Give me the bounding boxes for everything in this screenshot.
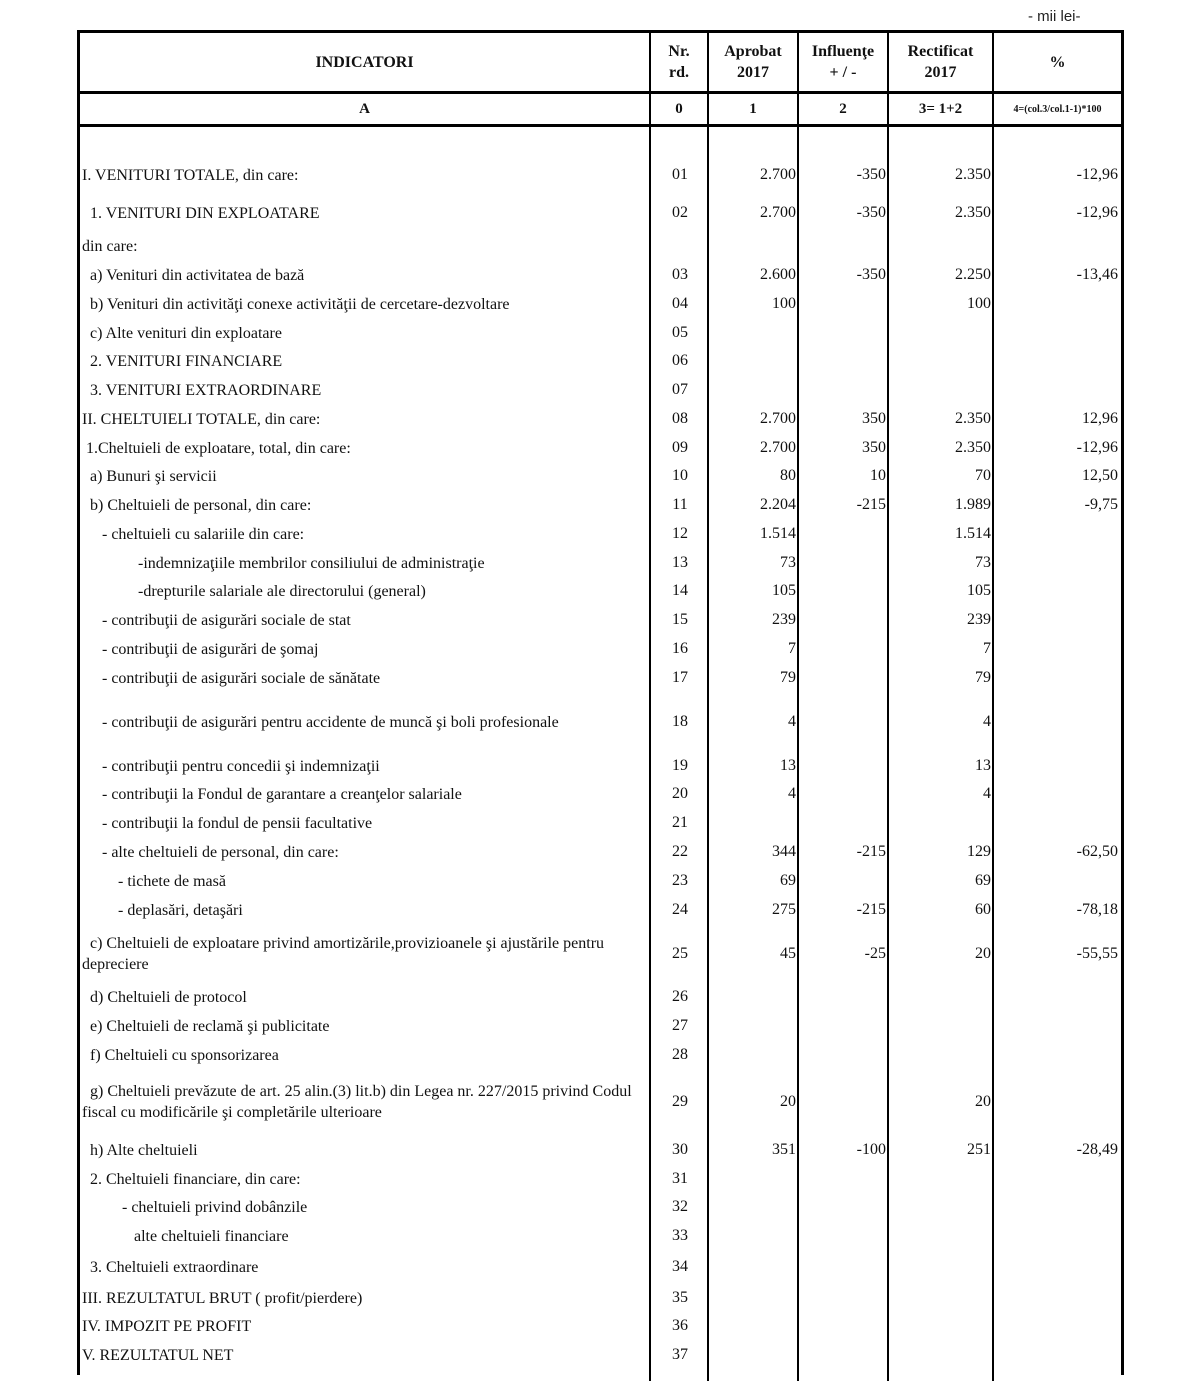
row-label: 3. VENITURI EXTRAORDINARE bbox=[82, 381, 322, 399]
table-row bbox=[80, 1044, 1121, 1066]
influente-value: -350 bbox=[856, 166, 886, 183]
table-row bbox=[80, 667, 1121, 689]
col-index-a: A bbox=[80, 94, 651, 124]
percent-value: 12,96 bbox=[1082, 410, 1118, 427]
percent-value: -78,18 bbox=[1076, 901, 1118, 918]
column-index-row bbox=[80, 94, 1121, 127]
row-number: 20 bbox=[672, 785, 688, 802]
aprobat-value: 2.700 bbox=[760, 204, 796, 221]
row-number: 13 bbox=[672, 554, 688, 571]
row-label: - cheltuieli cu salariile din care: bbox=[82, 525, 305, 543]
rectificat-value: 13 bbox=[975, 757, 991, 774]
row-number: 11 bbox=[672, 496, 688, 513]
header-indicatori: INDICATORI bbox=[80, 33, 651, 91]
row-label: - contribuţii pentru concedii şi indemnizaţii bbox=[82, 757, 380, 775]
aprobat-value: 239 bbox=[772, 611, 796, 628]
rectificat-value: 4 bbox=[983, 785, 991, 802]
aprobat-value: 2.700 bbox=[760, 166, 796, 183]
percent-value: -12,96 bbox=[1076, 204, 1118, 221]
table-row bbox=[80, 899, 1121, 921]
row-number: 25 bbox=[672, 945, 688, 962]
row-number: 14 bbox=[672, 582, 688, 599]
row-label: 1.Cheltuieli de exploatare, total, din care: bbox=[82, 439, 351, 457]
column-divider bbox=[887, 127, 889, 1381]
rectificat-value: 1.989 bbox=[955, 496, 991, 513]
row-label: -indemnizaţiile membrilor consiliului de administraţie bbox=[82, 554, 485, 572]
rectificat-value: 251 bbox=[967, 1141, 991, 1158]
table-row bbox=[80, 1196, 1121, 1218]
table-row bbox=[80, 201, 1121, 225]
rectificat-value: 2.350 bbox=[955, 204, 991, 221]
row-number: 10 bbox=[672, 467, 688, 484]
row-number: 08 bbox=[672, 410, 688, 427]
col-index-3: 3= 1+2 bbox=[889, 94, 994, 124]
aprobat-value: 45 bbox=[780, 945, 796, 962]
rectificat-value: 2.350 bbox=[955, 410, 991, 427]
table-row bbox=[80, 1256, 1121, 1278]
row-number: 31 bbox=[672, 1170, 688, 1187]
influente-value: -215 bbox=[856, 496, 886, 513]
aprobat-value: 2.600 bbox=[760, 266, 796, 283]
column-divider bbox=[797, 127, 799, 1381]
row-number: 29 bbox=[672, 1093, 688, 1110]
header-aprobat: Aprobat 2017 bbox=[709, 33, 799, 91]
row-label: - contribuţii de asigurări de şomaj bbox=[82, 640, 319, 658]
aprobat-value: 105 bbox=[772, 582, 796, 599]
aprobat-value: 100 bbox=[772, 295, 796, 312]
table-row bbox=[80, 986, 1121, 1008]
aprobat-value: 1.514 bbox=[760, 525, 796, 542]
table-row bbox=[80, 1287, 1121, 1309]
row-number: 32 bbox=[672, 1198, 688, 1215]
rectificat-value: 1.514 bbox=[955, 525, 991, 542]
influente-value: 350 bbox=[862, 410, 886, 427]
influente-value: -215 bbox=[856, 843, 886, 860]
row-label: I. VENITURI TOTALE, din care: bbox=[82, 166, 299, 184]
aprobat-value: 2.700 bbox=[760, 439, 796, 456]
row-label: II. CHELTUIELI TOTALE, din care: bbox=[82, 410, 321, 428]
row-label: -drepturile salariale ale directorului (general) bbox=[82, 582, 426, 600]
rectificat-value: 60 bbox=[975, 901, 991, 918]
row-label: 1. VENITURI DIN EXPLOATARE bbox=[82, 204, 320, 222]
table-row bbox=[80, 163, 1121, 187]
row-label: g) Cheltuieli prevăzute de art. 25 alin.(3) lit.b) din Legea nr. 227/2015 privind Codul fiscal cu modificările şi completările ulterioare bbox=[82, 1083, 636, 1121]
table-row bbox=[80, 870, 1121, 892]
col-index-1: 1 bbox=[709, 94, 799, 124]
table-row bbox=[80, 552, 1121, 574]
percent-value: -62,50 bbox=[1076, 843, 1118, 860]
table-row bbox=[80, 1225, 1121, 1247]
unit-label: - mii lei- bbox=[1028, 8, 1081, 25]
influente-value: -215 bbox=[856, 901, 886, 918]
row-number: 19 bbox=[672, 757, 688, 774]
table-row bbox=[80, 700, 1121, 744]
rectificat-value: 7 bbox=[983, 640, 991, 657]
row-label: - alte cheltuieli de personal, din care: bbox=[82, 843, 339, 861]
rectificat-value: 69 bbox=[975, 872, 991, 889]
table-row bbox=[80, 264, 1121, 286]
table-row bbox=[80, 841, 1121, 863]
rectificat-value: 73 bbox=[975, 554, 991, 571]
row-number: 15 bbox=[672, 611, 688, 628]
row-label: IV. IMPOZIT PE PROFIT bbox=[82, 1317, 252, 1335]
table-row bbox=[80, 932, 1121, 976]
table-row bbox=[80, 1168, 1121, 1190]
percent-value: -12,96 bbox=[1076, 439, 1118, 456]
row-number: 30 bbox=[672, 1141, 688, 1158]
aprobat-value: 4 bbox=[788, 785, 796, 802]
table-row bbox=[80, 755, 1121, 777]
row-number: 24 bbox=[672, 901, 688, 918]
table-row bbox=[80, 350, 1121, 372]
row-number: 36 bbox=[672, 1317, 688, 1334]
row-label: - contribuţii de asigurări sociale de sănătate bbox=[82, 669, 381, 687]
row-label: a) Venituri din activitatea de bază bbox=[82, 266, 305, 284]
row-label: - tichete de masă bbox=[82, 872, 226, 890]
row-number: 06 bbox=[672, 352, 688, 369]
rectificat-value: 20 bbox=[975, 1093, 991, 1110]
aprobat-value: 13 bbox=[780, 757, 796, 774]
table-row bbox=[80, 609, 1121, 631]
table-row bbox=[80, 1080, 1121, 1124]
row-number: 28 bbox=[672, 1046, 688, 1063]
row-label: III. REZULTATUL BRUT ( profit/pierdere) bbox=[82, 1289, 363, 1307]
row-label: b) Venituri din activităţi conexe activităţii de cercetare-dezvoltare bbox=[82, 295, 510, 313]
influente-value: 10 bbox=[870, 467, 886, 484]
influente-value: -350 bbox=[856, 266, 886, 283]
row-label: - cheltuieli privind dobânzile bbox=[82, 1198, 308, 1216]
row-label: 3. Cheltuieli extraordinare bbox=[82, 1258, 259, 1276]
row-number: 34 bbox=[672, 1258, 688, 1275]
rectificat-value: 2.350 bbox=[955, 439, 991, 456]
row-number: 22 bbox=[672, 843, 688, 860]
percent-value: -13,46 bbox=[1076, 266, 1118, 283]
aprobat-value: 4 bbox=[788, 713, 796, 730]
row-number: 09 bbox=[672, 439, 688, 456]
rectificat-value: 79 bbox=[975, 669, 991, 686]
row-label: - contribuţii de asigurări pentru accidente de muncă şi boli profesionale bbox=[82, 713, 559, 731]
aprobat-value: 351 bbox=[772, 1141, 796, 1158]
row-label: c) Cheltuieli de exploatare privind amortizările,provizioanele şi ajustările pentru depreciere bbox=[82, 935, 609, 973]
row-number: 12 bbox=[672, 525, 688, 542]
row-label: c) Alte venituri din exploatare bbox=[82, 324, 282, 342]
row-number: 16 bbox=[672, 640, 688, 657]
row-label: 2. Cheltuieli financiare, din care: bbox=[82, 1170, 301, 1188]
row-label: V. REZULTATUL NET bbox=[82, 1346, 234, 1364]
row-number: 37 bbox=[672, 1346, 688, 1363]
table-row bbox=[80, 783, 1121, 805]
influente-value: -25 bbox=[864, 945, 886, 962]
aprobat-value: 7 bbox=[788, 640, 796, 657]
column-divider bbox=[649, 127, 651, 1381]
rectificat-value: 70 bbox=[975, 467, 991, 484]
row-number: 33 bbox=[672, 1227, 688, 1244]
row-number: 04 bbox=[672, 295, 688, 312]
row-number: 02 bbox=[672, 204, 688, 221]
row-number: 07 bbox=[672, 381, 688, 398]
column-divider bbox=[992, 127, 994, 1381]
percent-value: 12,50 bbox=[1082, 467, 1118, 484]
aprobat-value: 79 bbox=[780, 669, 796, 686]
row-label: - contribuţii la fondul de pensii facultative bbox=[82, 814, 373, 832]
table-row bbox=[80, 379, 1121, 401]
row-number: 21 bbox=[672, 814, 688, 831]
row-label: a) Bunuri şi servicii bbox=[82, 467, 217, 485]
table-row bbox=[80, 293, 1121, 315]
col-index-0: 0 bbox=[651, 94, 709, 124]
table-row bbox=[80, 322, 1121, 344]
table-row bbox=[80, 523, 1121, 545]
row-label: 2. VENITURI FINANCIARE bbox=[82, 352, 283, 370]
rectificat-value: 20 bbox=[975, 945, 991, 962]
table-row bbox=[80, 408, 1121, 430]
aprobat-value: 80 bbox=[780, 467, 796, 484]
table-row bbox=[80, 580, 1121, 602]
aprobat-value: 275 bbox=[772, 901, 796, 918]
rectificat-value: 239 bbox=[967, 611, 991, 628]
header-percent: % bbox=[1049, 53, 1066, 71]
rectificat-value: 105 bbox=[967, 582, 991, 599]
rectificat-value: 2.250 bbox=[955, 266, 991, 283]
aprobat-value: 344 bbox=[772, 843, 796, 860]
aprobat-value: 69 bbox=[780, 872, 796, 889]
header-influente: Influenţe + / - bbox=[799, 33, 889, 91]
table-row bbox=[80, 1344, 1121, 1366]
influente-value: -100 bbox=[856, 1141, 886, 1158]
rectificat-value: 100 bbox=[967, 295, 991, 312]
table-row bbox=[80, 812, 1121, 834]
row-number: 35 bbox=[672, 1289, 688, 1306]
column-divider bbox=[707, 127, 709, 1381]
row-number: 18 bbox=[672, 713, 688, 730]
header-nr: Nr. rd. bbox=[651, 33, 709, 91]
aprobat-value: 2.204 bbox=[760, 496, 796, 513]
row-label: d) Cheltuieli de protocol bbox=[82, 988, 247, 1006]
table-row bbox=[80, 437, 1121, 459]
budget-table bbox=[77, 30, 1124, 1375]
row-number: 26 bbox=[672, 988, 688, 1005]
table-header bbox=[80, 33, 1121, 94]
row-label: h) Alte cheltuieli bbox=[82, 1141, 198, 1159]
row-label: f) Cheltuieli cu sponsorizarea bbox=[82, 1046, 279, 1064]
aprobat-value: 2.700 bbox=[760, 410, 796, 427]
row-label: din care: bbox=[82, 237, 138, 255]
table-row bbox=[80, 235, 1121, 257]
influente-value: -350 bbox=[856, 204, 886, 221]
row-label: b) Cheltuieli de personal, din care: bbox=[82, 496, 312, 514]
table-row bbox=[80, 465, 1121, 487]
rectificat-value: 129 bbox=[967, 843, 991, 860]
row-number: 05 bbox=[672, 324, 688, 341]
table-row bbox=[80, 1015, 1121, 1037]
percent-value: -12,96 bbox=[1076, 166, 1118, 183]
aprobat-value: 73 bbox=[780, 554, 796, 571]
row-number: 03 bbox=[672, 266, 688, 283]
percent-value: -28,49 bbox=[1076, 1141, 1118, 1158]
row-label: - deplasări, detaşări bbox=[82, 901, 243, 919]
row-label: alte cheltuieli financiare bbox=[82, 1227, 289, 1245]
rectificat-value: 2.350 bbox=[955, 166, 991, 183]
row-number: 27 bbox=[672, 1017, 688, 1034]
table-body bbox=[80, 127, 1121, 1381]
percent-value: -55,55 bbox=[1076, 945, 1118, 962]
col-index-2: 2 bbox=[799, 94, 889, 124]
percent-value: -9,75 bbox=[1084, 496, 1118, 513]
table-row bbox=[80, 1139, 1121, 1161]
rectificat-value: 4 bbox=[983, 713, 991, 730]
table-row bbox=[80, 1315, 1121, 1337]
aprobat-value: 20 bbox=[780, 1093, 796, 1110]
header-rectificat: Rectificat 2017 bbox=[889, 33, 994, 91]
row-label: e) Cheltuieli de reclamă şi publicitate bbox=[82, 1017, 330, 1035]
row-label: - contribuţii la Fondul de garantare a creanţelor salariale bbox=[82, 785, 462, 803]
row-number: 01 bbox=[672, 166, 688, 183]
row-number: 17 bbox=[672, 669, 688, 686]
influente-value: 350 bbox=[862, 439, 886, 456]
row-number: 23 bbox=[672, 872, 688, 889]
col-index-4: 4=(col.3/col.1-1)*100 bbox=[1013, 103, 1102, 115]
table-row bbox=[80, 494, 1121, 516]
table-row bbox=[80, 638, 1121, 660]
row-label: - contribuţii de asigurări sociale de stat bbox=[82, 611, 351, 629]
